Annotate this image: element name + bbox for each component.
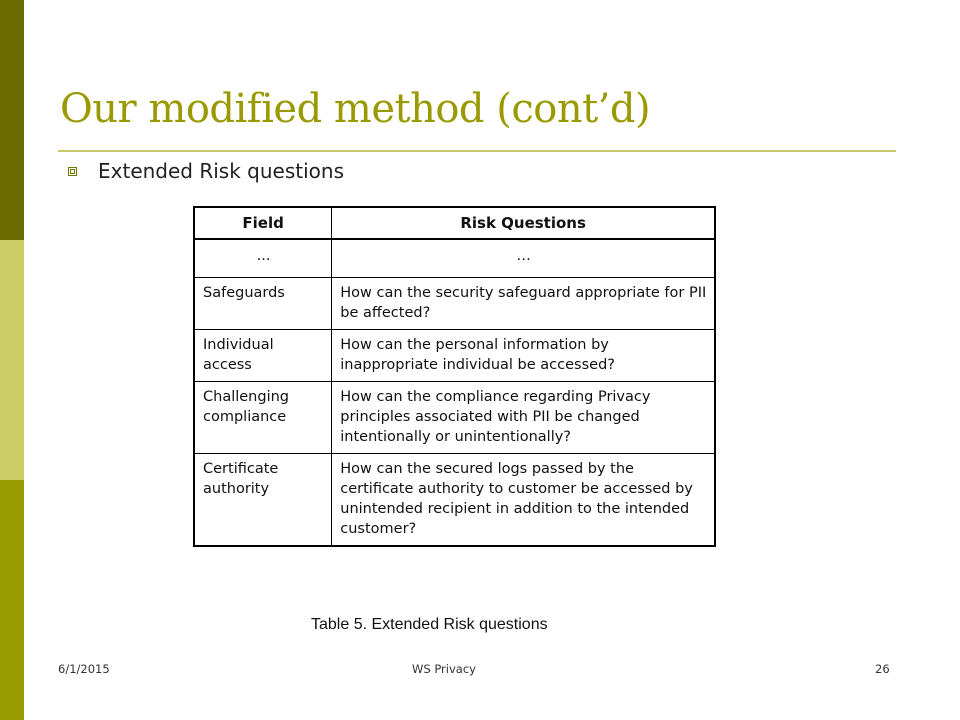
- sidebar-band-dark: [0, 0, 24, 240]
- page-number: 26: [875, 662, 890, 676]
- table-row: [194, 278, 715, 330]
- header-field: Field: [194, 207, 332, 239]
- footer-title: WS Privacy: [412, 662, 476, 676]
- question-cell: How can the compliance regarding Privacy principles associated with PII be changed intentionally or unintentionally?: [332, 382, 715, 454]
- sidebar-accent: [0, 0, 24, 720]
- field-cell: ...: [194, 239, 332, 278]
- field-cell: Challenging compliance: [194, 382, 332, 454]
- question-cell: How can the security safeguard appropriate for PII be affected?: [332, 278, 715, 330]
- field-cell: Certificate authority: [194, 454, 332, 547]
- table-row: [194, 454, 715, 547]
- field-cell: Individual access: [194, 330, 332, 382]
- header-risk-questions: Risk Questions: [332, 207, 715, 239]
- risk-questions-table: [193, 206, 716, 547]
- square-bullet-icon: [68, 167, 77, 176]
- field-cell: Safeguards: [194, 278, 332, 330]
- table-header-row: [194, 207, 715, 239]
- title-divider: [58, 150, 896, 152]
- table-row: [194, 330, 715, 382]
- bullet-text: Extended Risk questions: [98, 159, 344, 183]
- sidebar-band-olive: [0, 480, 24, 720]
- footer-date: 6/1/2015: [58, 662, 110, 676]
- table-row: [194, 382, 715, 454]
- table-caption: Table 5. Extended Risk questions: [311, 616, 548, 633]
- slide-title: Our modified method (cont’d): [60, 86, 651, 132]
- question-cell: How can the secured logs passed by the certificate authority to customer be accessed by unintended recipient in addition to the intended customer?: [332, 454, 715, 547]
- question-cell: …: [332, 239, 715, 278]
- table-row: [194, 239, 715, 278]
- bullet-item: [68, 158, 344, 184]
- question-cell: How can the personal information by inappropriate individual be accessed?: [332, 330, 715, 382]
- sidebar-band-light: [0, 240, 24, 480]
